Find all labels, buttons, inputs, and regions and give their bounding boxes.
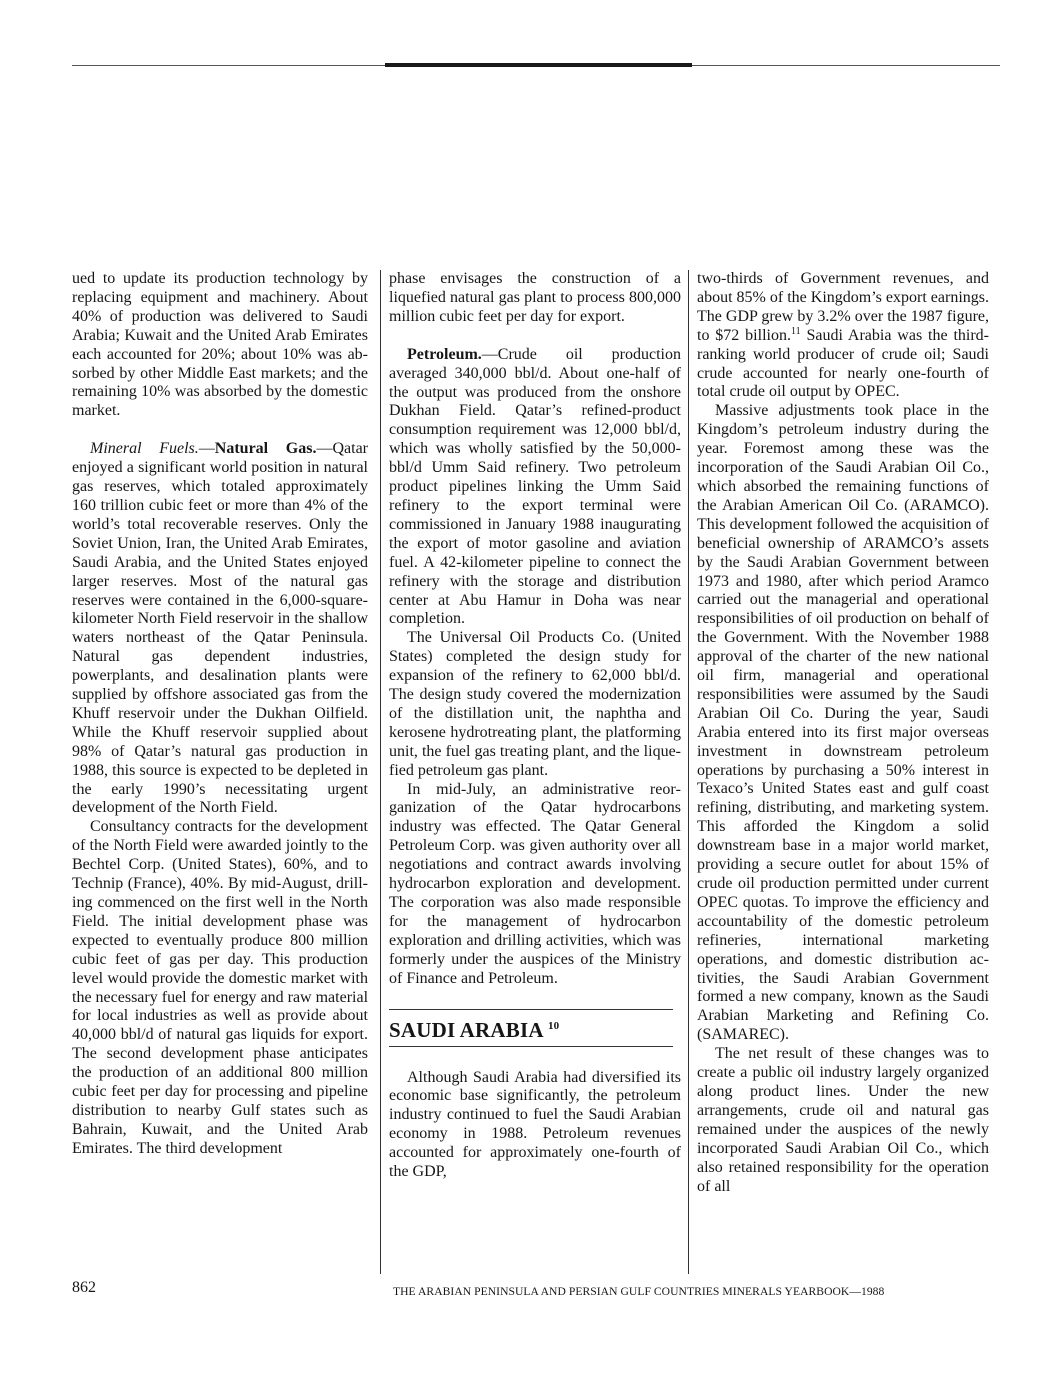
paragraph-text: Qatar enjoyed a significant world position in natural gas reserves, which totaled approximately 160 trillion cubic feet or more than 4% of the world’s total recoverable reserves. Only the Soviet Union, Iran, the United Arab Emirates, Saudi Arabia, and the United States enjoyed larger reserves. Most of the natural gas reserves were contained in the 6,000-square-kilometer North Field reservoir in the shallow waters northeast of the Qatar Peninsula. Natural gas dependent industries, powerplants, and desalination plants were supplied by offshore associated gas from the Khuff reservoir under the Dukhan Oilfield. While the Khuff reservoir supplied about 98% of Qatar’s natural gas production in 1988, this source is expected to be depleted in the early 1990’s necessitating urgent development of the North Field. (72, 440, 368, 817)
paragraph-text: two-thirds of Government revenues, and about 85% of the Kingdom’s export earnings. The GDP grew by 3.2% over the 1987 figure, to $72 billion. (697, 270, 989, 344)
paragraph: Consultancy contracts for the development of the North Field were awarded jointly to the Bechtel Corp. (United States), 60%, and to Technip (France), 40%. By mid-August, drilling commenced on the first well in the North Field. The initial development phase was expected to eventually produce 800 million cubic feet of gas per day. This production level would provide the domestic market with the necessary fuel for energy and raw material for local industries as well as provide about 40,000 bbl/d of natural gas liquids for export. The second development phase anticipates the production of an additional 800 million cubic feet per day for processing and pipeline distribution to nearby Gulf states such as Bahrain, Kuwait, and the United Arab Emirates. The third development (72, 818, 368, 1157)
text-column-2 (389, 270, 681, 1270)
paragraph: Massive adjustments took place in the Kingdom’s petroleum industry during the year. Foremost among these was the incorporation of the Saudi Arabian Oil Co., which absorbed the remaining functions of the Arabian American Oil Co. (ARAMCO). This development followed the acquisition of beneficial ownership of ARAMCO’s assets by the Saudi Arabian Government between 1973 and 1980, after which period Aramco carried out the managerial and operational responsibilities of oil production on behalf of the Government. With the November 1988 approval of the charter of the new national oil firm, managerial and operational responsibilities were assumed by the Saudi Arabian Oil Co. During the year, Saudi Arabia entered into its first major overseas investment in downstream petroleum operations by purchasing a 50% interest in Texaco’s United States east and gulf coast refining, distributing, and marketing system. This afforded the Kingdom a solid downstream base in a major world market, providing a secure outlet for about 15% of crude oil production permitted under current OPEC quotas. To improve the efficiency and accountability of the domestic petroleum refineries, international marketing operations, and domestic distribution activities, the Saudi Arabian Government formed a new company, known as the Saudi Arabian Marketing and Refining Co. (SAMAREC). (697, 402, 989, 1044)
paragraph-text: Crude oil production averaged 340,000 bbl/d. About one-half of the output was produced from the onshore Dukhan Field. Qatar’s refined-product consumption requirement was 12,000 bbl/d, which was wholly satisfied by the 50,000-bbl/d Umm Said refinery. Two petroleum product pipelines linking the Umm Said refinery to the export terminal were commissioned in January 1988 inaugurating the export of motor gasoline and aviation fuel. A 42-kilometer pipeline to connect the refinery with the storage and distribution center at Abu Hamur in Doha was near completion. (389, 345, 681, 628)
paragraph: The net result of these changes was to create a public oil industry largely organized along product lines. Under the new arrangements, crude oil and natural gas remained under the auspices of the newly incorporated Saudi Arabian Oil Co., which also retained responsibility for the operation of all (697, 1045, 989, 1195)
subheading-mineral-fuels: Mineral Fuels. (90, 440, 199, 458)
column-divider (380, 270, 381, 1274)
paragraph-text: Saudi Arabia was the third-ranking world producer of crude oil; Saudi crude accounted for nearly one-fourth of total crude oil output by OPEC. (697, 326, 989, 401)
paragraph: Although Saudi Arabia had diversified its economic base significantly, the petroleum industry continued to fuel the Saudi Arabian economy in 1988. Petroleum revenues accounted for approximately one-fourth of the GDP, (389, 1068, 681, 1181)
subheading-natural-gas: Natural Gas. (214, 440, 317, 458)
paragraph-petroleum (389, 346, 681, 630)
dash: — (316, 440, 333, 458)
paragraph: phase envisages the construction of a liquefied natural gas plant to process 800,000 million cubic feet per day for export. (389, 270, 681, 325)
text-column-1 (72, 270, 368, 1270)
dash: — (481, 345, 498, 363)
paragraph: The Universal Oil Products Co. (United States) completed the design study for expansion of the refinery to 62,000 bbl/d. The design study covered the modernization of the distillation unit, the naphtha and kerosene hydrotreating plant, the platforming unit, the fuel gas treating plant, and the liquefied petroleum gas plant. (389, 629, 681, 779)
paragraph-natural-gas (72, 440, 368, 818)
text-column-3 (697, 270, 989, 1270)
paragraph (697, 270, 989, 402)
paragraph: In mid-July, an administrative reorganization of the Qatar hydrocarbons industry was effected. The Qatar General Petroleum Corp. was given authority over all negotiations and contract awards involving hydrocarbon exploration and development. The corporation was also made responsible for the management of hydrocarbon exploration and drilling activities, which was formerly under the auspices of the Ministry of Finance and Petroleum. (389, 780, 681, 987)
dash: — (198, 440, 215, 458)
footnote-ref: 10 (547, 1019, 560, 1032)
footnote-ref: 11 (790, 325, 801, 337)
running-footer: THE ARABIAN PENINSULA AND PERSIAN GULF COUNTRIES MINERALS YEARBOOK—1988 (393, 1285, 885, 1298)
page-number: 862 (72, 1279, 96, 1296)
section-rule-bottom (389, 1046, 673, 1047)
section-title-text: SAUDI ARABIA (389, 1017, 543, 1042)
column-divider (688, 270, 689, 1274)
subheading-petroleum: Petroleum. (407, 345, 482, 363)
section-title-saudi-arabia (389, 1010, 681, 1046)
paragraph: ued to update its production technology by replacing equipment and machinery. About 40% of production was delivered to Saudi Arabia; Kuwait and the United Arab Emirates each accounted for 20%; about 10% was absorbed by other Middle East markets; and the remaining 10% was absorbed by the domestic market. (72, 270, 368, 420)
header-rule-accent (385, 63, 692, 67)
section-heading-block (389, 1009, 681, 1047)
